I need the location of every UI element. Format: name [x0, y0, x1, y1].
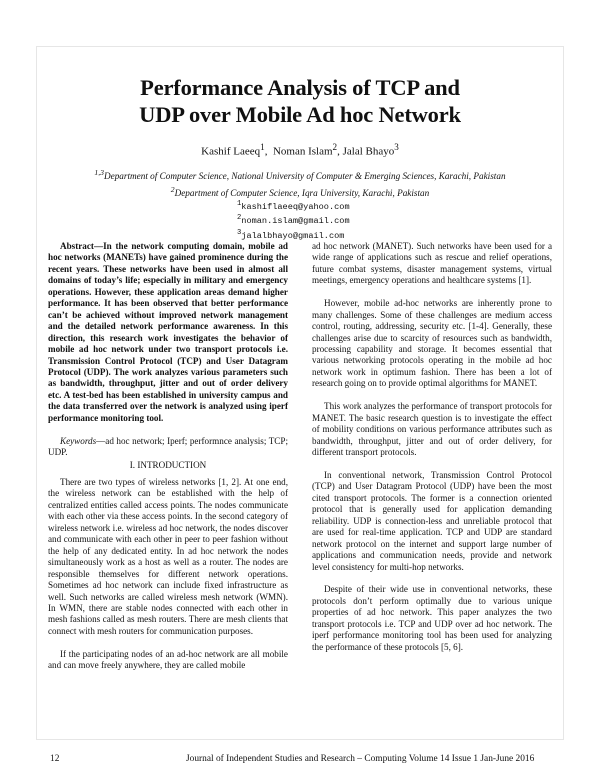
body-paragraph: There are two types of wireless networks [1, 2]. At one end, the wireless network can be established with the help of centralized entities called access points. The nodes communicate with each other via these access points. In the second category of wireless network i.e. wireless ad hoc network, the nodes discover and communicate with each other in peer to peer fashion without the help of any dedicated entity. In ad hoc network the nodes simultaneously work as a host as well as a router. The nodes are responsible themselves for different network operations. Sometimes ad hoc network can include fixed infrastructure as well. Such networks are called wireless mesh network (WMN). In WMN, there are stable nodes connected with each other in mesh fashions called as mesh routers. There are mesh clients that connect with mesh routers for communication purposes.: [48, 477, 288, 636]
affiliation-line: [40, 183, 560, 200]
affiliations: [40, 166, 560, 200]
email-list: [237, 199, 437, 242]
email-address: kashiflaeeq@yahoo.com: [241, 201, 350, 212]
affiliation-line: [40, 166, 560, 183]
body-paragraph: In conventional network, Transmission Control Protocol (TCP) and User Datagram Protocol (UDP) have been the most cited transport protocols. The former is a connection oriented protocol that is generally used for application demanding reliability. UDP is connection-less and unreliable protocol that are used for real-time application. TCP and UDP are standard network protocol on the internet and support large number of applications and communication needs, provide and network level consistency for multi-hop networks.: [312, 469, 552, 572]
email-line: [237, 228, 437, 242]
affiliation-text: Department of Computer Science, National University of Computer & Emerging Sciences, Karachi, Pakistan: [104, 171, 506, 182]
abstract: [48, 241, 288, 424]
paper-title: [60, 74, 540, 128]
author-sup: 1: [260, 142, 265, 152]
keywords-text: —ad hoc network; Iperf; performnce analysis; TCP; UDP.: [48, 435, 288, 458]
author-name: Noman Islam: [272, 145, 333, 158]
author-sup: 3: [394, 142, 399, 152]
email-line: [237, 199, 437, 213]
right-column: [312, 241, 552, 653]
title-line-2: UDP over Mobile Ad hoc Network: [139, 102, 461, 127]
body-paragraph: Despite of their wide use in conventional networks, these protocols don’t perform optimally due to various unique properties of ad hoc network. This paper analyzes the two transport protocols i.e. TCP and UDP over ad hoc network. The iperf performance monitoring tool has been used for analyzing the performance of these protocols [5, 6].: [312, 584, 552, 652]
email-address: noman.islam@gmail.com: [241, 216, 350, 227]
abstract-label: Abstract—: [60, 241, 104, 251]
email-sup: 3: [237, 228, 242, 237]
title-line-1: Performance Analysis of TCP and: [140, 75, 460, 100]
email-sup: 2: [237, 214, 242, 223]
author-list: Kashif Laeeq$^1$, Noman Islam$^2$, Jalal Bhayo$^3$: [201, 142, 399, 158]
body-paragraph: If the participating nodes of an ad-hoc network are all mobile and can move freely anywhere, they are called mobile: [48, 648, 288, 671]
keywords: [48, 436, 288, 459]
author-name: Jalal Bhayo: [342, 145, 395, 158]
email-line: [237, 213, 437, 227]
section-heading: I. INTRODUCTION: [129, 459, 207, 470]
affiliation-sup: 1,3: [94, 168, 104, 177]
body-paragraph: This work analyzes the performance of transport protocols for MANET. The basic research question is to investigate the effect of mobility conditions on various performance attributes such as bandwidth, throughput, jitter and out of order delivery, for different transport protocols.: [312, 401, 552, 458]
author-sup: 2: [332, 142, 338, 152]
author-name: Kashif Laeeq: [201, 145, 261, 158]
left-column: [48, 241, 288, 672]
affiliation-text: Department of Computer Science, Iqra University, Karachi, Pakistan: [174, 188, 430, 199]
email-sup: 1: [237, 200, 242, 208]
keywords-label: Keywords: [60, 435, 97, 446]
affiliation-sup: 2: [170, 185, 175, 195]
body-paragraph: However, mobile ad-hoc networks are inherently prone to many challenges. Some of these challenges are medium access control, routing, addressing, security etc. [1-4]. Generally, these challenges arise due to scarcity of resources such as bandwidth, processing capability and storage. It becomes essential that various networking protocols operating in the mobile ad hoc network work in optimum fashion. There has been a lot of research going on to provide optimal algorithms for MANET.: [312, 298, 552, 389]
email-address: jalalbhayo@gmail.com: [241, 230, 345, 241]
journal-footer: Journal of Independent Studies and Research – Computing Volume 14 Issue 1 Jan-June 2016: [186, 754, 535, 764]
abstract-text: In the network computing domain, mobile ad hoc networks (MANETs) have gained prominence during the recent years. These networks have been used in almost all domains of today’s life; especially in military and emergency operations. However, these application areas demand higher performance. It has been observed that better performance can’t be achieved without improved network management and the detailed network performance awareness. In this direction, this research work investigates the behavior of mobile ad hoc network under two transport protocols i.e. Transmission Control Protocol (TCP) and User Datagram Protocol (UDP). The work analyzes various parameters such as bandwidth, throughput, jitter and out of order delivery etc. A test-bed has been established in university campus and the data transferred over the network is analyzed using iperf performance monitoring tool.: [48, 241, 288, 423]
page-number: 12: [50, 754, 60, 764]
body-paragraph: ad hoc network (MANET). Such networks have been used for a wide range of applications such as rescue and relief operations, future combat systems, disaster management systems, virtual meetings, emergency operations and healthcare systems [1].: [312, 241, 552, 286]
